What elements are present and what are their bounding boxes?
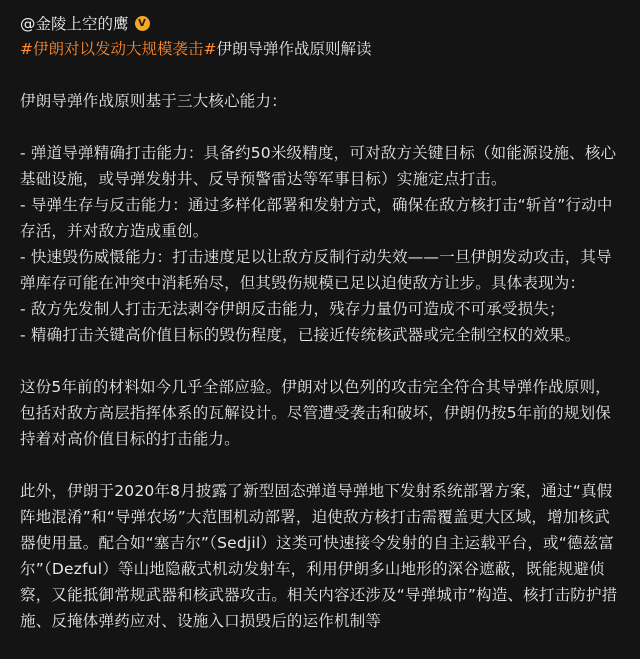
- point-3: - 快速毁伤威慑能力：打击速度足以让敌方反制行动失效——一旦伊朗发动攻击，其导弹库存可能在冲突中消耗殆尽，但其毁伤规模已足以迫使敌方让步。具体表现为：: [20, 248, 612, 292]
- author-name[interactable]: @金陵上空的鹰: [20, 15, 129, 33]
- point-2: - 导弹生存与反击能力：通过多样化部署和发射方式，确保在敌方核打击“斩首”行动中存活，并对敌方造成重创。: [20, 196, 613, 240]
- verified-badge-icon: V: [135, 16, 150, 31]
- point-1: - 弹道导弹精确打击能力：具备约50米级精度，可对敌方关键目标（如能源设施、核心基础设施，或导弹发射井、反导预警雷达等军事目标）实施定点打击。: [20, 144, 617, 188]
- author-row: [20, 10, 620, 36]
- topic-row: [20, 36, 620, 62]
- topic-tag-link[interactable]: #伊朗对以发动大规模袭击#: [20, 40, 217, 58]
- paragraph-2: 这份5年前的材料如今几乎全部应验。伊朗对以色列的攻击完全符合其导弹作战原则，包括对敌方高层指挥体系的瓦解设计。尽管遭受袭击和破坏，伊朗仍按5年前的规划保持着对高价值目标的打击能力。: [20, 378, 611, 448]
- point-5: - 精确打击关键高价值目标的毁伤程度，已接近传统核武器或完全制空权的效果。: [20, 326, 581, 344]
- post-headline: 伊朗导弹作战原则解读: [216, 40, 372, 58]
- intro-text: 伊朗导弹作战原则基于三大核心能力：: [20, 92, 287, 110]
- paragraph-3: 此外，伊朗于2020年8月披露了新型固态弹道导弹地下发射系统部署方案，通过“真假阵地混淆”和“导弹农场”大范围机动部署，迫使敌方核打击需覆盖更大区域，增加核武器使用量。配合如“塞吉尔”（Sedjil）这类可快速接令发射的自主运载平台，或“德兹富尔”（Dezful）等山地隐蔽式机动发射车，利用伊朗多山地形的深谷遮蔽，既能规避侦察，又能抵御常规武器和核武器攻击。相关内容还涉及“导弹城市”构造、核打击防护措施、反掩体弹药应对、设施入口损毁后的运作机制等: [20, 482, 618, 630]
- point-4: - 敌方先发制人打击无法剥夺伊朗反击能力，残存力量仍可造成不可承受损失；: [20, 300, 565, 318]
